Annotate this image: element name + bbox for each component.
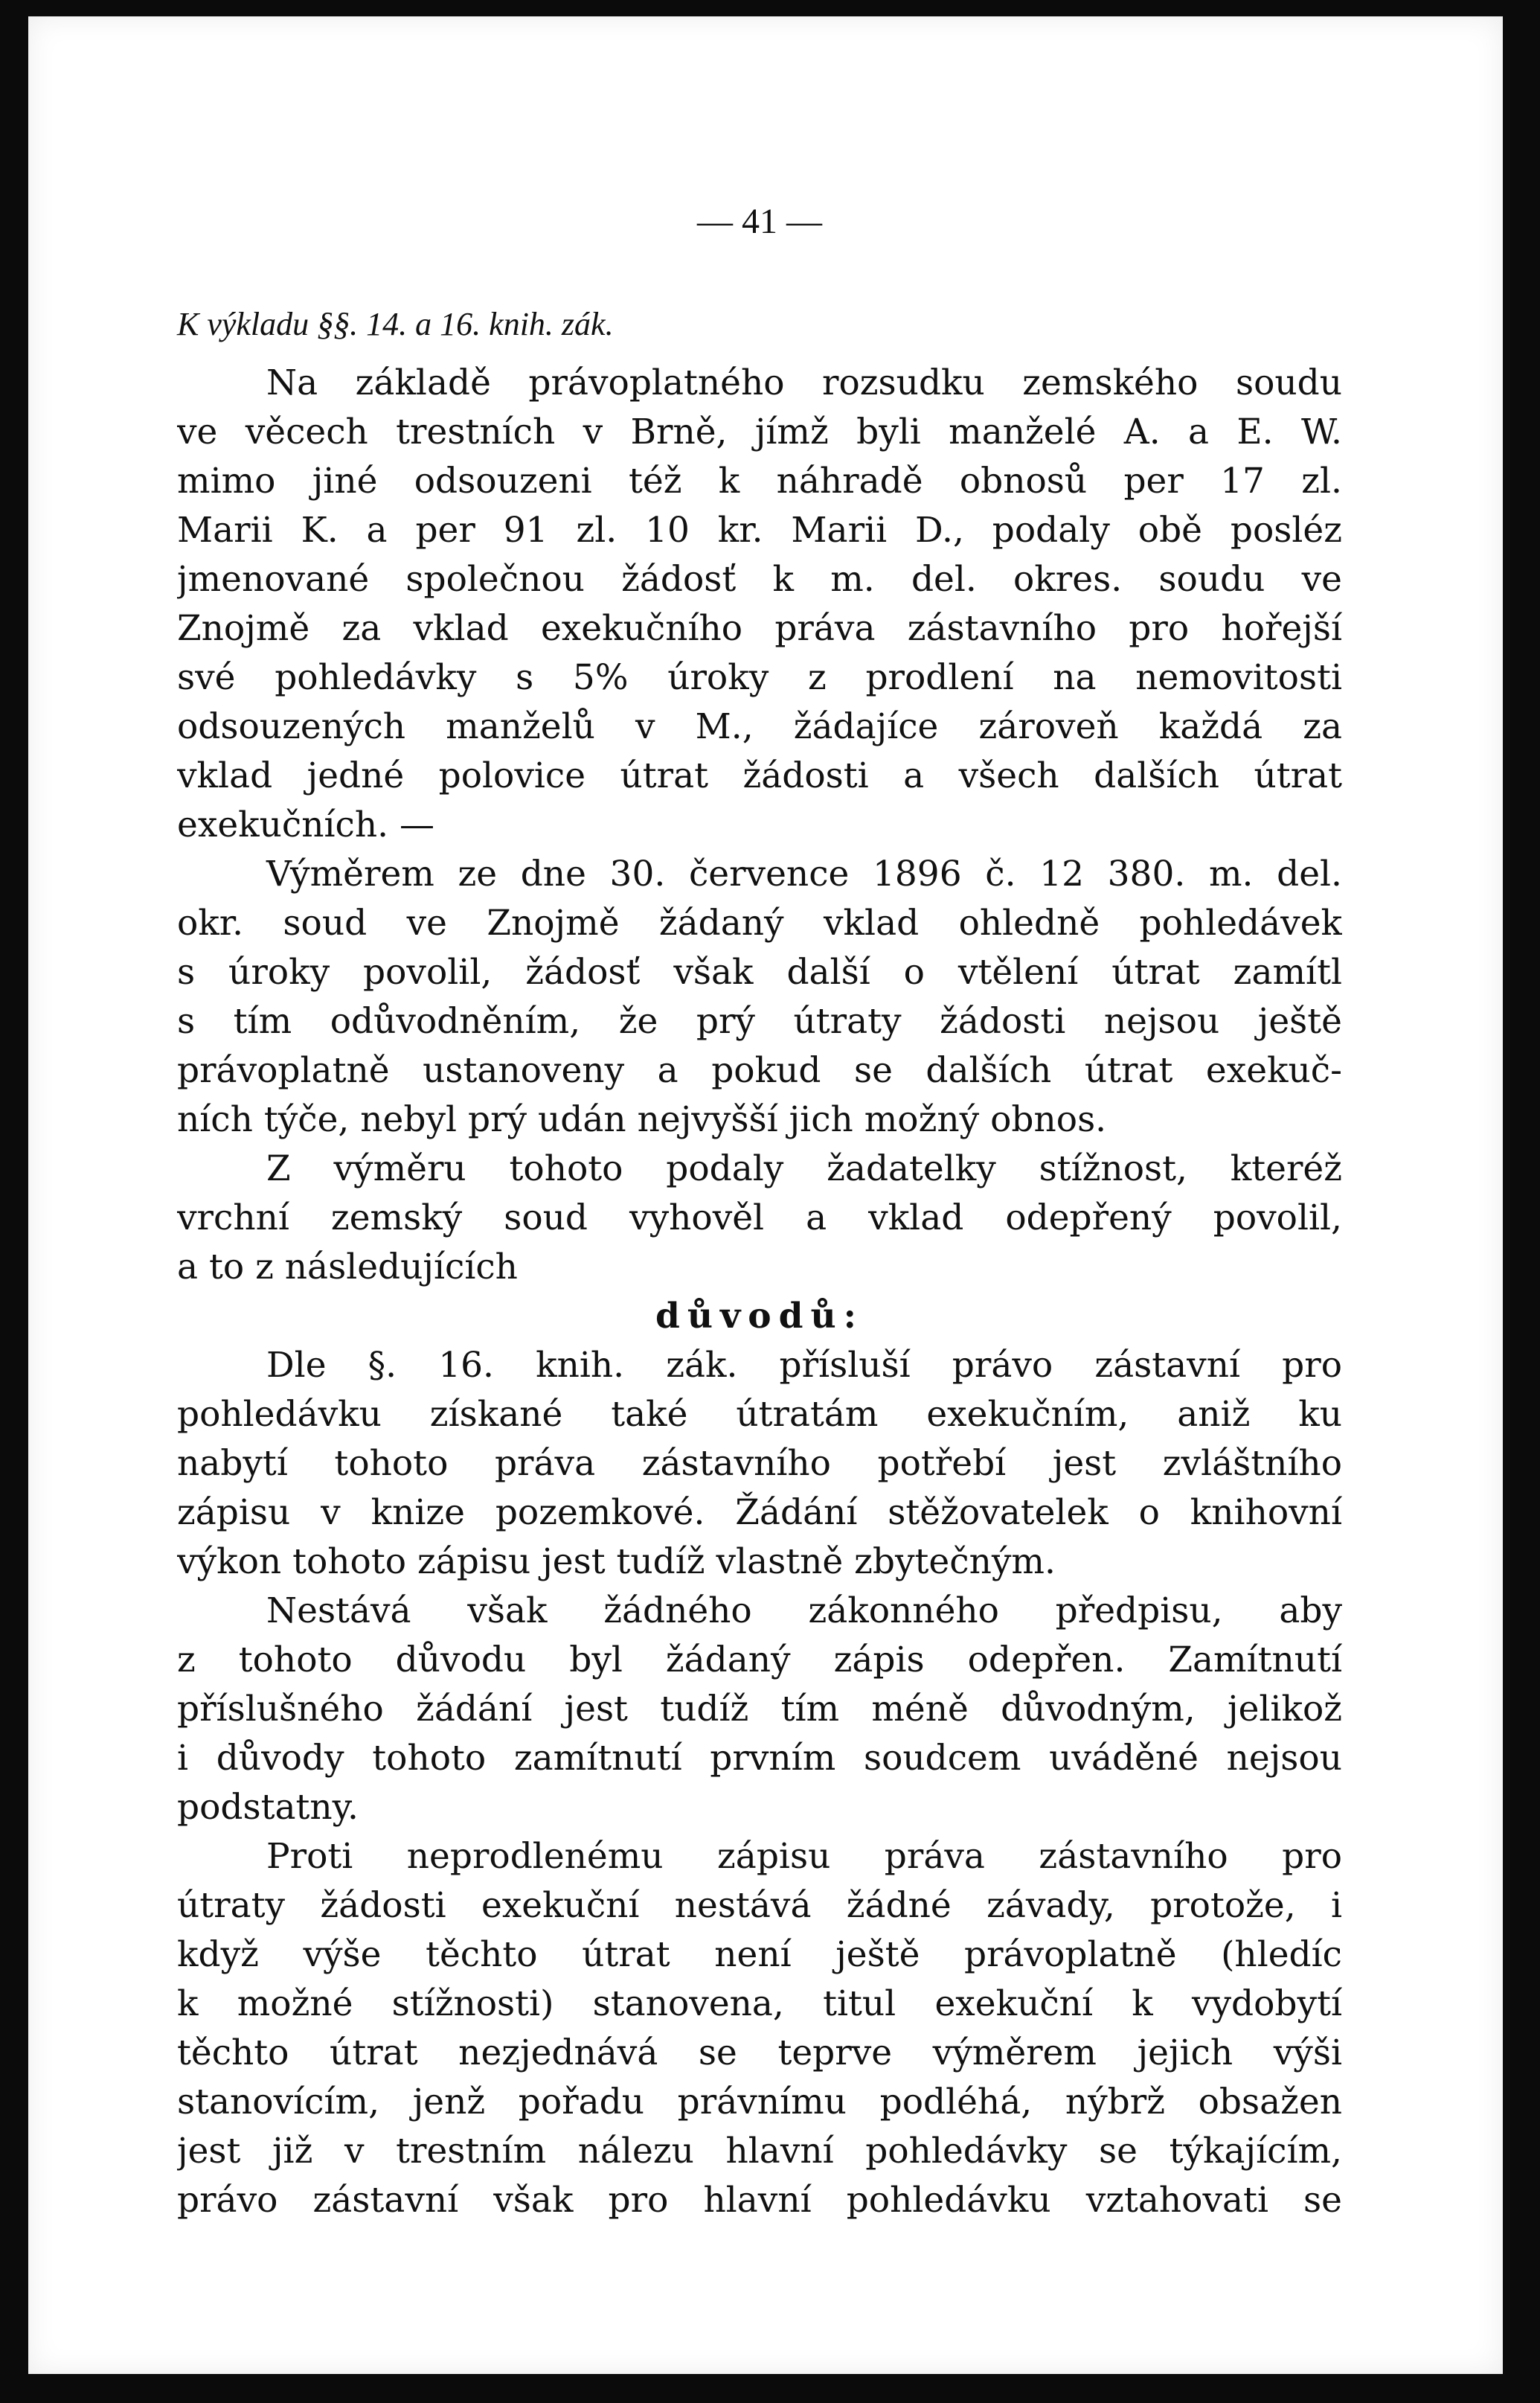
text-line: nabytí tohoto práva zástavního potřebí jest zvláštního (177, 1443, 1342, 1484)
text-line: k možné stížnosti) stanovena, titul exekuční k vydobytí (177, 1983, 1342, 2024)
text-line: a to z následujících (177, 1247, 518, 1287)
text-line: Proti neprodlenému zápisu práva zástavního pro (266, 1836, 1342, 1877)
text-line: jmenované společnou žádosť k m. del. okres. soudu ve (177, 559, 1342, 600)
text-line: Marii K. a per 91 zl. 10 kr. Marii D., podaly obě posléz (177, 510, 1342, 551)
centered-heading: důvodů: (655, 1296, 864, 1337)
text-line: vklad jedné polovice útrat žádosti a všech dalších útrat (177, 755, 1342, 796)
section-heading: K výkladu §§. 14. a 16. knih. zák. (177, 306, 614, 342)
text-line: stanovícím, jenž pořadu právnímu podléhá, nýbrž obsažen (177, 2082, 1342, 2122)
text-line: i důvody tohoto zamítnutí prvním soudcem uváděné nejsou (177, 1738, 1342, 1779)
text-line: vrchní zemský soud vyhověl a vklad odepřený povolil, (177, 1197, 1342, 1238)
text-line: útraty žádosti exekuční nestává žádné závady, protože, i (177, 1885, 1342, 1926)
text-line: s úroky povolil, žádosť však další o vtělení útrat zamítl (177, 952, 1342, 993)
text-line: s tím odůvodněním, že prý útraty žádosti nejsou ještě (177, 1001, 1342, 1042)
text-line: Dle §. 16. knih. zák. přísluší právo zástavní pro (266, 1345, 1342, 1386)
text-line: z tohoto důvodu byl žádaný zápis odepřen. Zamítnutí (177, 1639, 1342, 1680)
text-line: výkon tohoto zápisu jest tudíž vlastně zbytečným. (177, 1541, 1056, 1582)
text-line: Nestává však žádného zákonného předpisu, aby (266, 1590, 1342, 1631)
page-number: — 41 — (697, 202, 822, 241)
text-line: zápisu v knize pozemkové. Žádání stěžovatelek o knihovní (177, 1492, 1342, 1533)
text-line: podstatny. (177, 1787, 359, 1828)
text-line: Výměrem ze dne 30. července 1896 č. 12 380. m. del. (266, 854, 1342, 895)
text-line: těchto útrat nezjednává se teprve výměrem jejich výši (177, 2032, 1342, 2073)
text-line: když výše těchto útrat není ještě právoplatně (hledíc (177, 1934, 1342, 1975)
body-text (177, 359, 1342, 2225)
text-line: Na základě právoplatného rozsudku zemského soudu (266, 362, 1342, 403)
book-page (28, 16, 1503, 2374)
text-line: pohledávku získané také útratám exekučním, aniž ku (177, 1394, 1342, 1435)
text-line: jest již v trestním nálezu hlavní pohledávky se týkajícím, (177, 2131, 1342, 2172)
text-line: právo zástavní však pro hlavní pohledávku vztahovati se (177, 2180, 1342, 2221)
text-line: Z výměru tohoto podaly žadatelky stížnost, kteréž (266, 1148, 1342, 1189)
text-line: Znojmě za vklad exekučního práva zástavního pro hořejší (177, 608, 1342, 649)
text-line: příslušného žádání jest tudíž tím méně důvodným, jelikož (177, 1689, 1342, 1730)
text-line: odsouzených manželů v M., žádajíce zároveň každá za (177, 706, 1342, 747)
text-line: mimo jiné odsouzeni též k náhradě obnosů per 17 zl. (177, 461, 1342, 502)
text-line: exekučních. — (177, 804, 434, 845)
text-line: okr. soud ve Znojmě žádaný vklad ohledně pohledávek (177, 903, 1342, 944)
text-line: ních týče, nebyl prý udán nejvyšší jich možný obnos. (177, 1099, 1107, 1140)
text-line: ve věcech trestních v Brně, jímž byli manželé A. a E. W. (177, 412, 1342, 452)
text-line: právoplatně ustanoveny a pokud se dalších útrat exekuč- (177, 1050, 1342, 1091)
text-line: své pohledávky s 5% úroky z prodlení na nemovitosti (177, 657, 1342, 698)
